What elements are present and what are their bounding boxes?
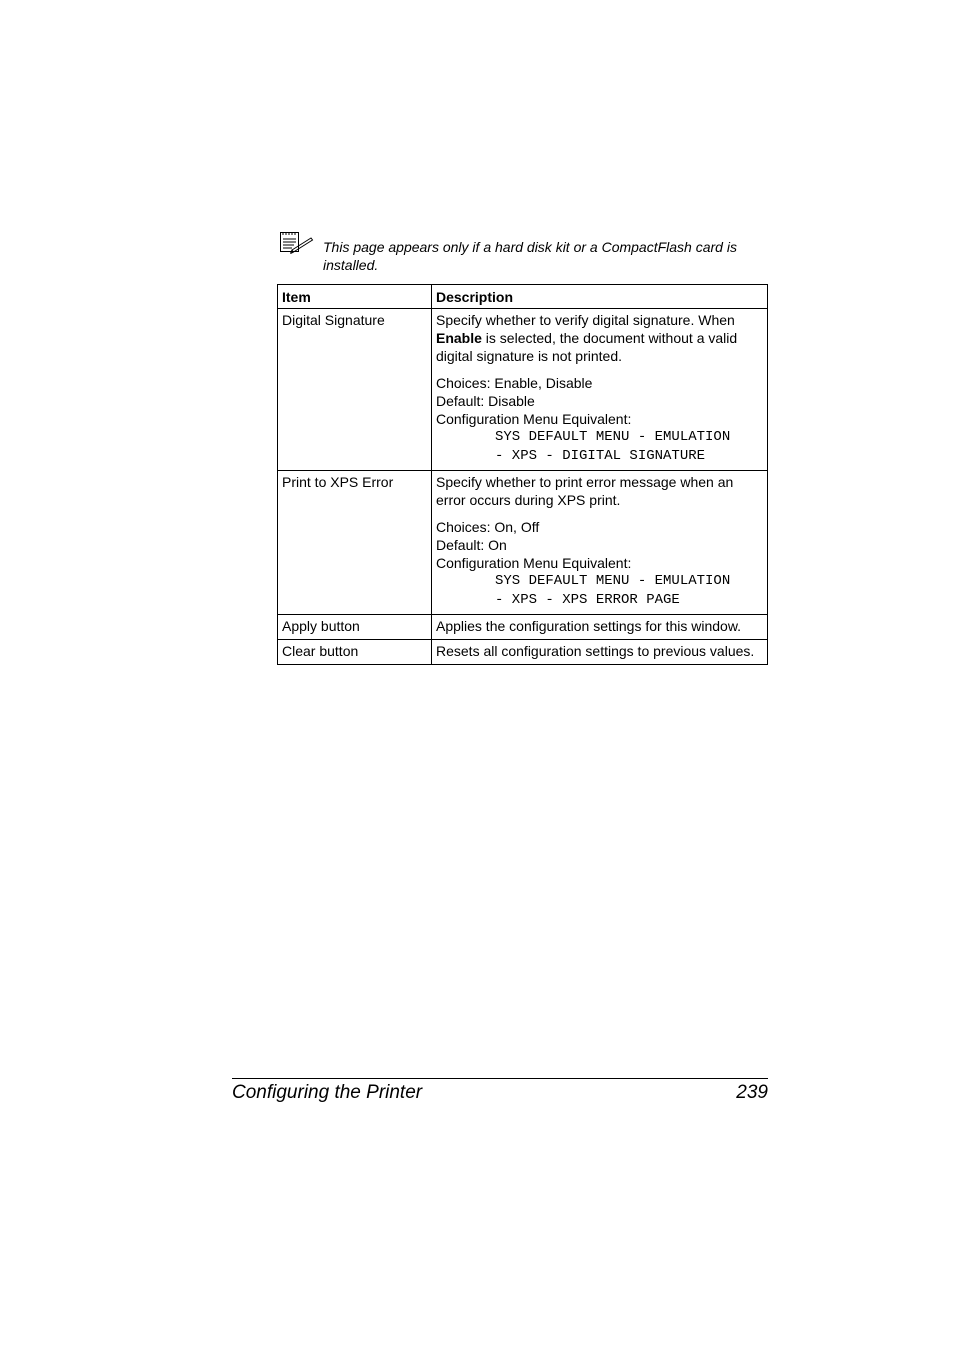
description-text: Specify whether to verify digital signature. When <box>436 312 735 328</box>
table-header-row <box>278 285 768 309</box>
settings-table <box>277 284 768 665</box>
row-description: Applies the configuration settings for this window. <box>432 615 768 640</box>
description-bold-term: Enable <box>436 330 482 346</box>
row-item-clear-button: Clear button <box>278 640 432 665</box>
column-header-item: Item <box>278 285 432 309</box>
settings-details <box>436 518 763 610</box>
default-text: Default: On <box>436 537 507 553</box>
footer-page-number: 239 <box>736 1082 768 1103</box>
footer-divider <box>232 1078 768 1079</box>
table-row <box>278 615 768 640</box>
description-text: is selected, the document without a valid digital signature is not printed. <box>436 330 738 364</box>
footer-chapter-title: Configuring the Printer <box>232 1082 423 1103</box>
note-pad-icon <box>278 231 314 255</box>
row-item-digital-signature: Digital Signature <box>278 309 432 471</box>
default-text: Default: Disable <box>436 393 535 409</box>
menu-path-line: - XPS - DIGITAL SIGNATURE <box>495 448 706 464</box>
menu-path-line: - XPS - XPS ERROR PAGE <box>495 592 680 608</box>
table-row <box>278 471 768 615</box>
description-paragraph <box>436 311 763 365</box>
note-text: This page appears only if a hard disk kit or a CompactFlash card is installed. <box>323 239 737 273</box>
settings-details <box>436 374 763 466</box>
row-item-apply-button: Apply button <box>278 615 432 640</box>
choices-text: Choices: Enable, Disable <box>436 375 593 391</box>
menu-path-line: SYS DEFAULT MENU - EMULATION <box>495 573 731 589</box>
row-description <box>432 471 768 615</box>
table-row <box>278 640 768 665</box>
row-item-print-to-xps-error: Print to XPS Error <box>278 471 432 615</box>
row-description: Resets all configuration settings to previous values. <box>432 640 768 665</box>
choices-text: Choices: On, Off <box>436 519 540 535</box>
description-paragraph: Specify whether to print error message when an error occurs during XPS print. <box>436 474 734 508</box>
row-description <box>432 309 768 471</box>
column-header-description: Description <box>432 285 768 309</box>
menu-path-line: SYS DEFAULT MENU - EMULATION <box>495 429 731 445</box>
table-row <box>278 309 768 471</box>
menu-equivalent-label: Configuration Menu Equivalent: <box>436 411 632 427</box>
menu-equivalent-label: Configuration Menu Equivalent: <box>436 555 632 571</box>
